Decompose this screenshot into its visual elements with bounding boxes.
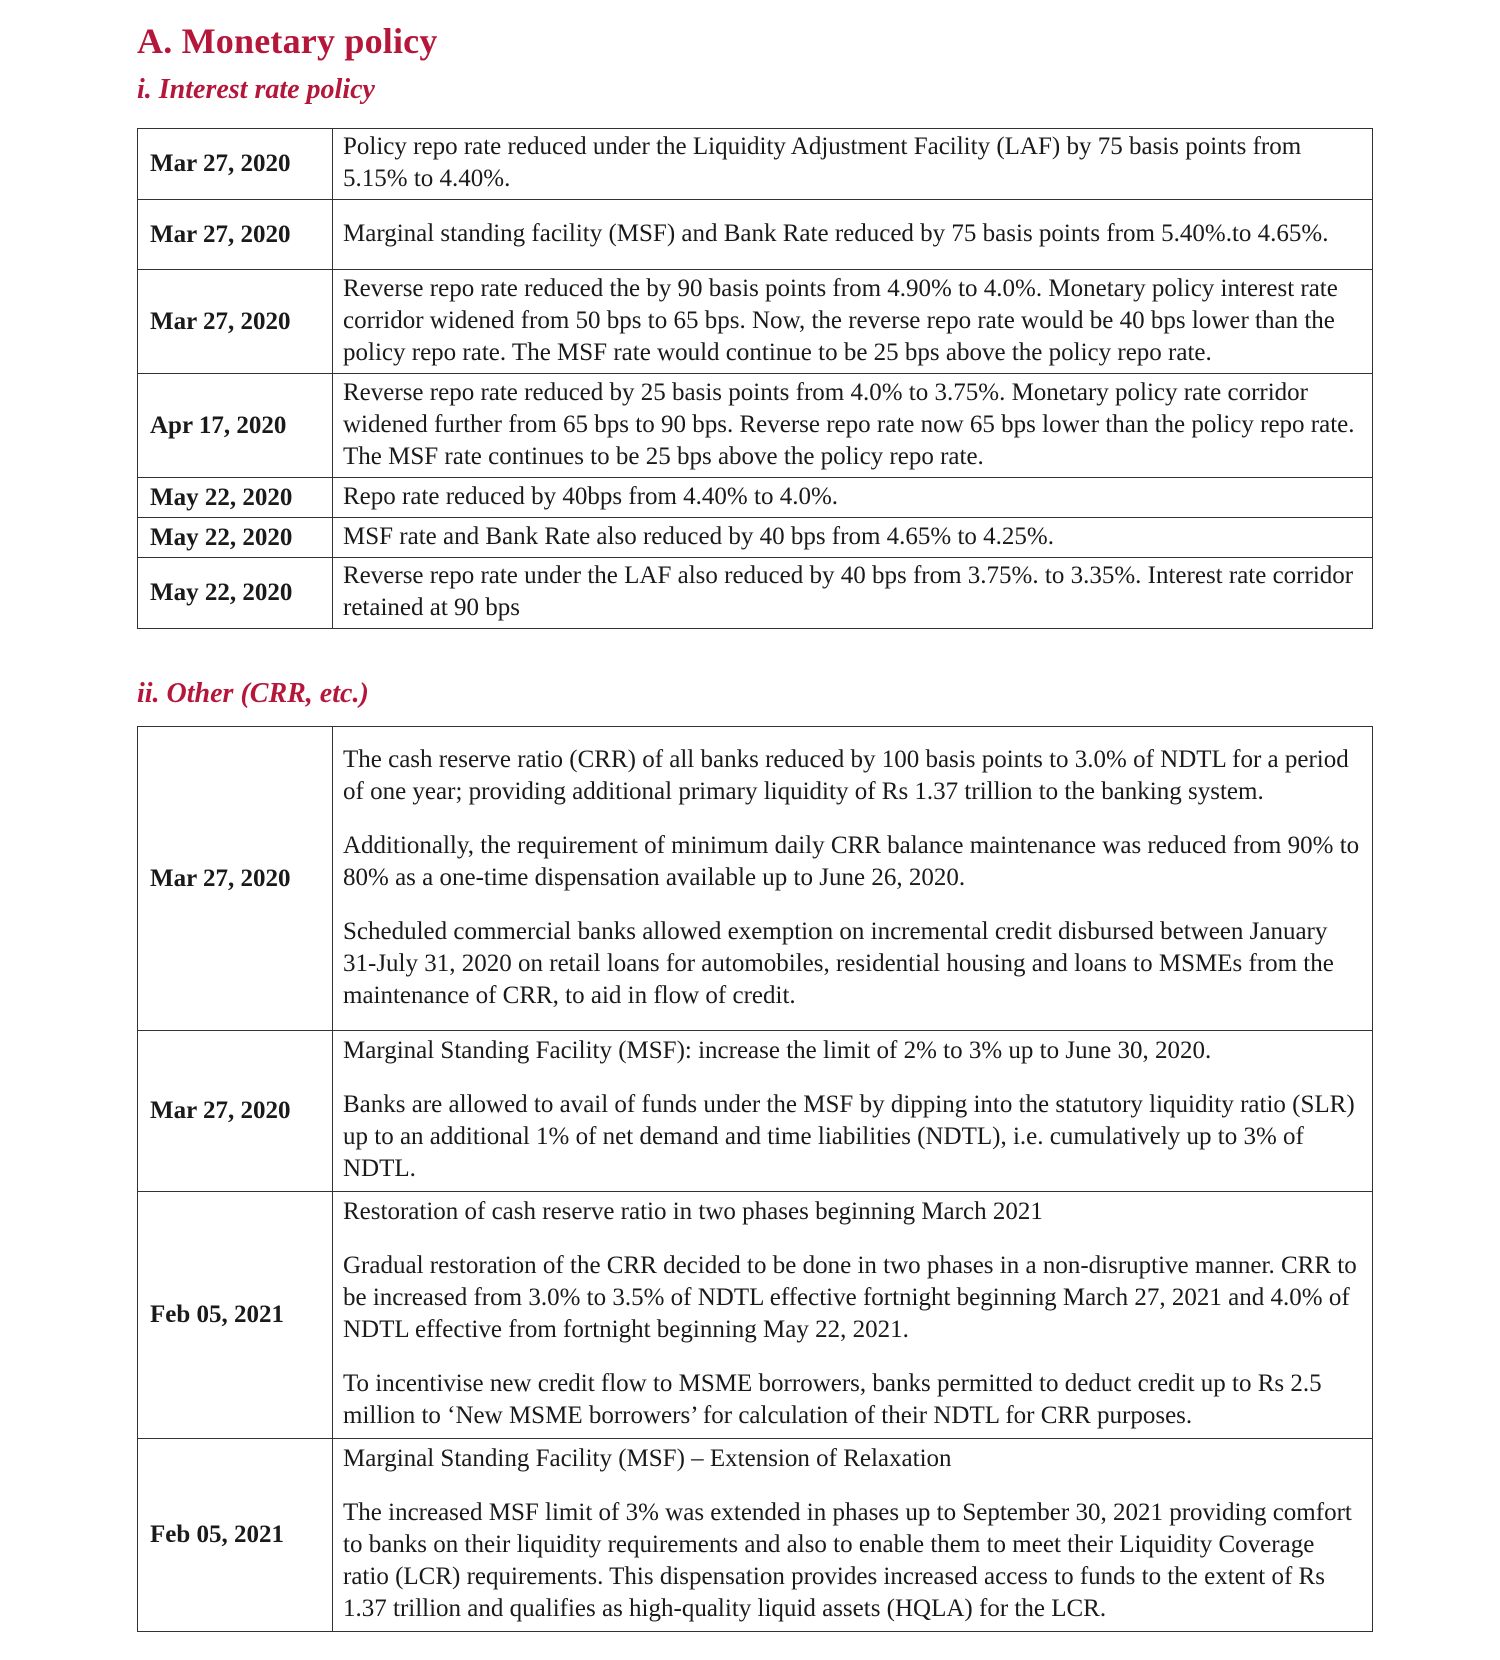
table-row (138, 1192, 1373, 1439)
row-description (333, 478, 1373, 518)
table-row (138, 374, 1373, 478)
row-description (333, 727, 1373, 1031)
row-description (333, 1439, 1373, 1632)
other-policy-table-body (138, 727, 1373, 1632)
row-description (333, 518, 1373, 558)
description-paragraph: Marginal Standing Facility (MSF) – Extension of Relaxation (343, 1445, 952, 1472)
row-date: Feb 05, 2021 (138, 1192, 333, 1439)
description-paragraph: Additionally, the requirement of minimum daily CRR balance maintenance was reduced from 90% to 80% as a one-time dispensation available up to June 26, 2020. (343, 831, 1360, 891)
table-row (138, 1031, 1373, 1192)
description-paragraph: The increased MSF limit of 3% was extended in phases up to September 30, 2021 providing comfort to banks on their liquidity requirements and also to enable them to meet their Liquidity Coverage ratio (LCR) requirements. This dispensation provides increased access to funds to the extent of Rs 1.37 trillion and qualifies as high-quality liquid assets (HQLA) for the LCR. (343, 1499, 1352, 1622)
description-paragraph: Gradual restoration of the CRR decided to be done in two phases in a non-disruptive manner. CRR to be increased from 3.0% to 3.5% of NDTL effective fortnight beginning March 27, 2021 and 4.0% of NDTL effective from fortnight beginning May 22, 2021. (343, 1252, 1357, 1343)
description-paragraph: Reverse repo rate reduced by 25 basis points from 4.0% to 3.75%. Monetary policy rate corridor widened further from 65 bps to 90 bps. Reverse repo rate now 65 bps lower than the policy repo rate. The MSF rate continues to be 25 bps above the policy repo rate. (343, 378, 1355, 470)
row-description (333, 374, 1373, 478)
row-description (333, 1192, 1373, 1439)
table-row (138, 200, 1373, 270)
description-paragraph: Restoration of cash reserve ratio in two phases beginning March 2021 (343, 1198, 1043, 1225)
description-paragraph: Reverse repo rate under the LAF also reduced by 40 bps from 3.75%. to 3.35%. Interest rate corridor retained at 90 bps (343, 562, 1354, 621)
interest-rate-policy-table (137, 128, 1373, 629)
interest-rate-policy-heading: i. Interest rate policy (137, 74, 375, 105)
table-row (138, 270, 1373, 374)
description-paragraph: Repo rate reduced by 40bps from 4.40% to 4.0%. (343, 482, 839, 510)
row-description (333, 200, 1373, 270)
row-description (333, 558, 1373, 629)
description-paragraph: Banks are allowed to avail of funds under the MSF by dipping into the statutory liquidity ratio (SLR) up to an additional 1% of net demand and time liabilities (NDTL), i.e. cumulatively up to 3% of NDTL. (343, 1091, 1355, 1182)
other-policy-table (137, 726, 1373, 1632)
row-date: Mar 27, 2020 (138, 270, 333, 374)
description-paragraph: To incentivise new credit flow to MSME borrowers, banks permitted to deduct credit up to Rs 2.5 million to ‘New MSME borrowers’ for calculation of their NDTL for CRR purposes. (343, 1370, 1322, 1429)
table-row (138, 129, 1373, 200)
description-paragraph: Marginal Standing Facility (MSF): increase the limit of 2% to 3% up to June 30, 2020. (343, 1037, 1212, 1064)
table-row (138, 518, 1373, 558)
description-paragraph: MSF rate and Bank Rate also reduced by 40 bps from 4.65% to 4.25%. (343, 522, 1054, 550)
row-date: Mar 27, 2020 (138, 727, 333, 1031)
row-date: Mar 27, 2020 (138, 129, 333, 200)
row-date: Mar 27, 2020 (138, 1031, 333, 1192)
section-title: A. Monetary policy (137, 21, 438, 61)
table-row (138, 478, 1373, 518)
row-description (333, 270, 1373, 374)
table-row (138, 1439, 1373, 1632)
row-date: May 22, 2020 (138, 478, 333, 518)
row-description (333, 1031, 1373, 1192)
row-date: May 22, 2020 (138, 558, 333, 629)
other-policy-heading: ii. Other (CRR, etc.) (137, 678, 369, 709)
interest-rate-policy-table-body (138, 129, 1373, 629)
description-paragraph: Reverse repo rate reduced the by 90 basis points from 4.90% to 4.0%. Monetary policy interest rate corridor widened from 50 bps to 65 bps. Now, the reverse repo rate would be 40 bps lower than the policy repo rate. The MSF rate would continue to be 25 bps above the policy repo rate. (343, 274, 1338, 366)
description-paragraph: Scheduled commercial banks allowed exemption on incremental credit disbursed between January 31-July 31, 2020 on retail loans for automobiles, residential housing and loans to MSMEs from the maintenance of CRR, to aid in flow of credit. (343, 917, 1334, 1009)
table-row (138, 727, 1373, 1031)
description-paragraph: Marginal standing facility (MSF) and Bank Rate reduced by 75 basis points from 5.40%.to 4.65%. (343, 219, 1329, 247)
row-description (333, 129, 1373, 200)
description-paragraph: Policy repo rate reduced under the Liquidity Adjustment Facility (LAF) by 75 basis points from 5.15% to 4.40%. (343, 133, 1302, 192)
row-date: Feb 05, 2021 (138, 1439, 333, 1632)
row-date: Mar 27, 2020 (138, 200, 333, 270)
row-date: May 22, 2020 (138, 518, 333, 558)
table-row (138, 558, 1373, 629)
description-paragraph: The cash reserve ratio (CRR) of all banks reduced by 100 basis points to 3.0% of NDTL for a period of one year; providing additional primary liquidity of Rs 1.37 trillion to the banking system. (343, 745, 1349, 805)
row-date: Apr 17, 2020 (138, 374, 333, 478)
